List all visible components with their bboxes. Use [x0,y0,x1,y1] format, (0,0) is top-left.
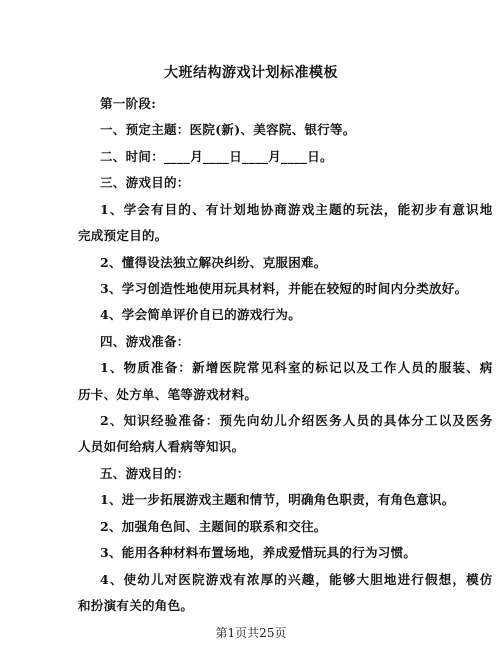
paragraph-goal-4: 4、学会简单评价自已的游戏行为。 [100,307,301,323]
paragraph-goal2-4: 4、使幼儿对医院游戏有浓厚的兴趣，能够大胆地进行假想，模仿 [100,571,494,587]
page-footer: 第1页共25页 [215,626,287,640]
section-heading-stage-one: 第一阶段: [100,96,157,111]
section-heading-preparation: 四、游戏准备： [100,333,190,349]
section-heading-goals-2: 五、游戏目的： [100,465,190,481]
paragraph-prep-2: 2、知识经验准备：预先向幼儿介绍医务人员的具体分工以及医务 [100,413,494,429]
paragraph-goal2-1: 1、进一步拓展游戏主题和情节，明确角色职责，有角色意识。 [100,492,455,508]
paragraph-prep-1: 1、物质准备：新增医院常见科室的标记以及工作人员的服装、病 [100,360,494,376]
paragraph-goal2-2: 2、加强角色间、主题间的联系和交往。 [100,518,327,534]
document-title: 大班结构游戏计划标准模板 [164,65,338,81]
paragraph-goal-1-cont: 完成预定目的。 [78,228,168,244]
paragraph-goal-1: 1、学会有目的、有计划地协商游戏主题的玩法，能初步有意识地 [100,201,494,217]
paragraph-time: 二、时间：____月____日____月____日。 [100,148,333,164]
paragraph-goal2-3: 3、能用各种材料布置场地，养成爱惜玩具的行为习惯。 [100,545,417,561]
section-heading-goals: 三、游戏目的： [100,175,190,191]
paragraph-theme: 一、预定主题：医院(新)、美容院、银行等。 [100,122,356,138]
paragraph-prep-2-cont: 人员如何给病人看病等知识。 [78,439,245,455]
paragraph-prep-1-cont: 历卡、处方单、笔等游戏材料。 [78,386,258,402]
paragraph-goal-3: 3、学习创造性地使用玩具材料，并能在较短的时间内分类放好。 [100,280,468,296]
paragraph-goal2-4-cont: 和扮演有关的角色。 [78,598,194,613]
paragraph-goal-2: 2、懂得设法独立解决纠纷、克服困难。 [100,254,327,270]
